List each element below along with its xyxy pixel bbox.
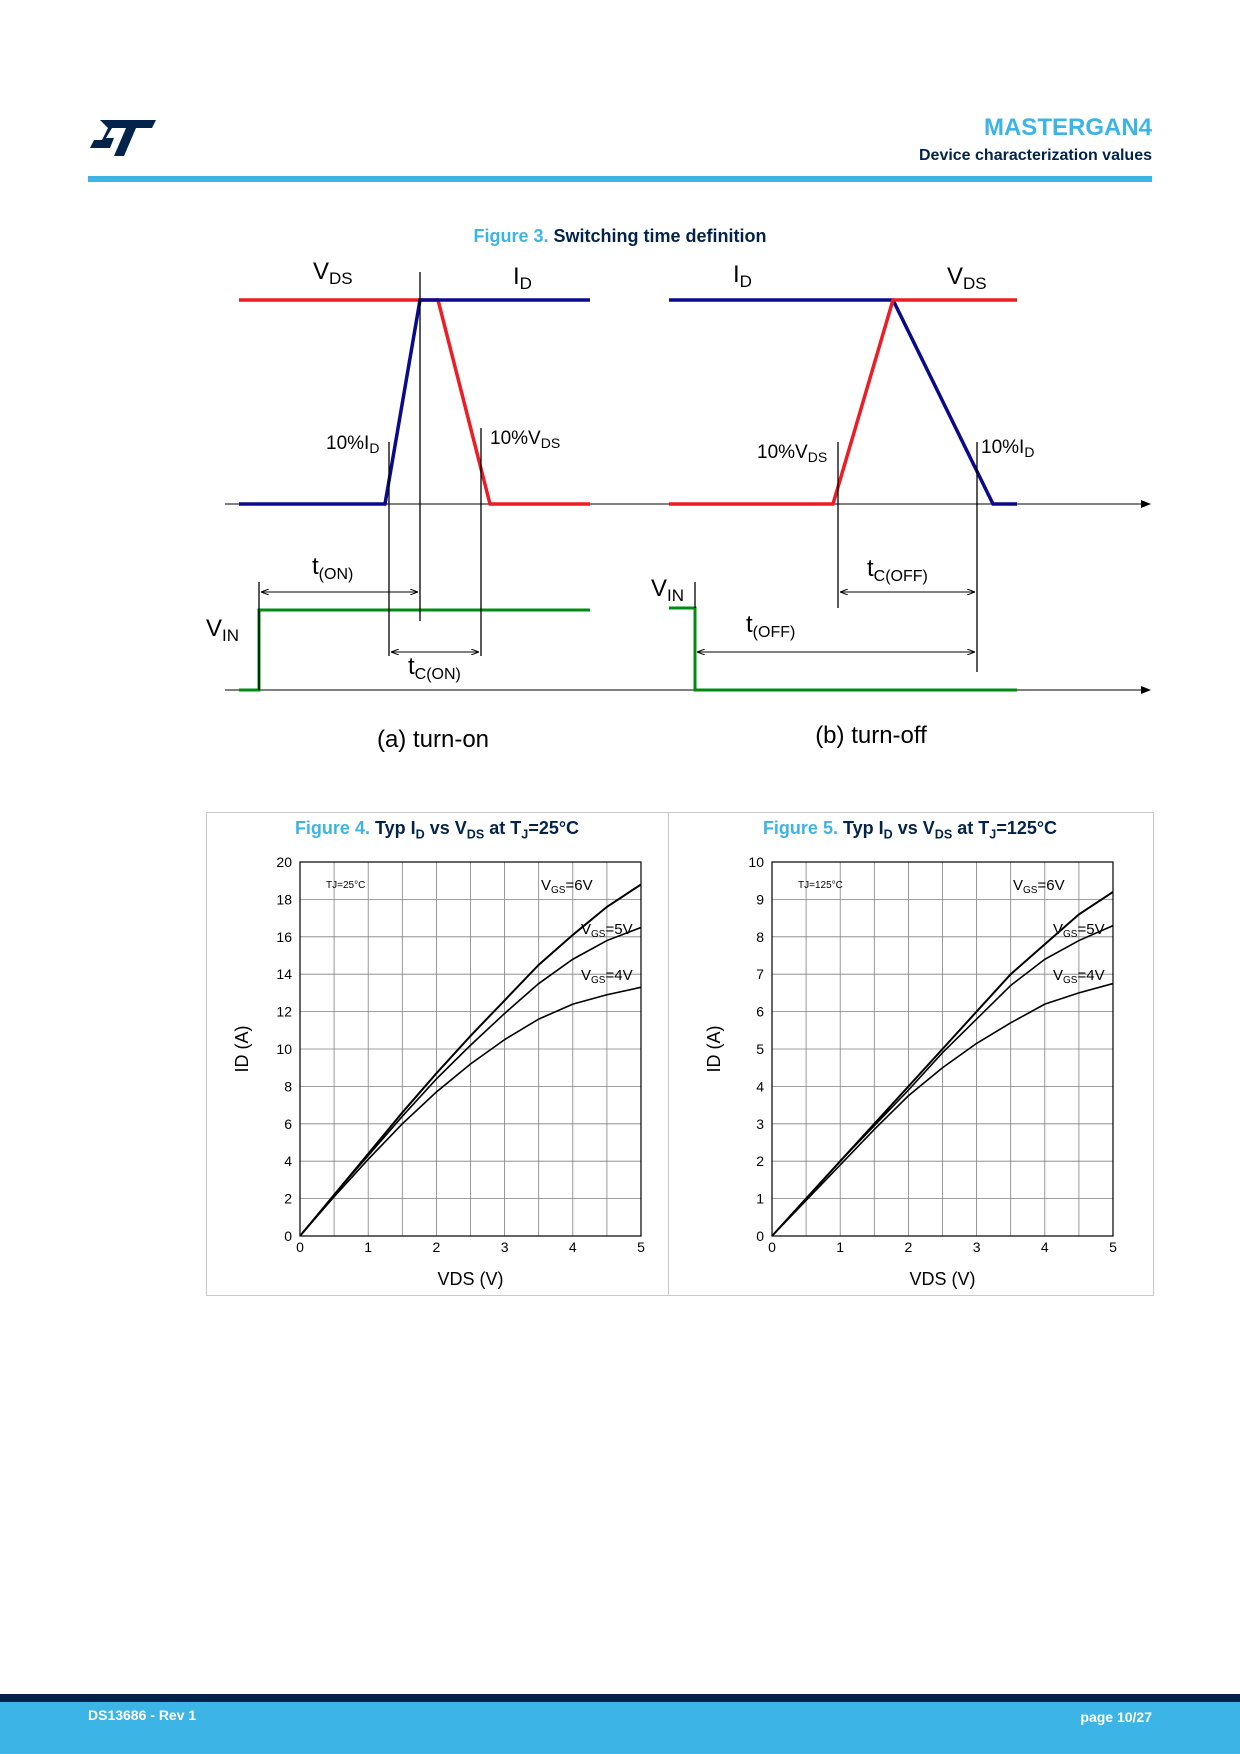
turn-off-vds-waveform bbox=[669, 300, 1017, 504]
label-10pct-id-off: $10\%I_D$ bbox=[981, 437, 1035, 460]
x-tick-label: 0 bbox=[768, 1239, 776, 1255]
y-tick-label: 2 bbox=[284, 1190, 292, 1207]
x-tick-label: 2 bbox=[432, 1239, 441, 1255]
label-turn-off: (b) turn-off bbox=[815, 722, 927, 749]
footer-page-number: page 10/27 bbox=[1080, 1709, 1152, 1725]
figure3-title: Switching time definition bbox=[553, 226, 767, 246]
figure3-number: Figure 3. bbox=[473, 226, 549, 246]
x-tick-label: 3 bbox=[500, 1239, 509, 1255]
label-turn-on: (a) turn-on bbox=[376, 726, 490, 753]
figure5-number: Figure 5. bbox=[762, 818, 838, 838]
y-tick-label: 2 bbox=[756, 1153, 764, 1170]
figure5-title: Typ $I_D$ vs $V_{DS}$ at $T_J=125^\circ C$ bbox=[842, 818, 1058, 842]
header-rule bbox=[88, 176, 1152, 182]
series-label: $V_{GS}=5V$ bbox=[1053, 921, 1105, 940]
y-tick-label: 8 bbox=[284, 1078, 292, 1095]
series-label: $V_{GS}=5V$ bbox=[581, 921, 633, 940]
series-label: $V_{GS}=4V$ bbox=[1053, 967, 1105, 986]
x-tick-label: 4 bbox=[568, 1239, 577, 1255]
label-vin-on: $V_{IN}$ bbox=[206, 615, 240, 645]
x-tick-label: 1 bbox=[364, 1239, 373, 1255]
y-tick-label: 20 bbox=[276, 854, 292, 870]
y-tick-label: 0 bbox=[756, 1228, 764, 1244]
y-tick-label: 6 bbox=[284, 1115, 292, 1132]
y-tick-label: 1 bbox=[756, 1190, 764, 1207]
y-tick-label: 12 bbox=[276, 1003, 292, 1020]
y-tick-label: 9 bbox=[756, 891, 764, 908]
document-title: MASTERGAN4 bbox=[983, 114, 1152, 141]
footer-doc-id: DS13686 - Rev 1 bbox=[88, 1707, 197, 1723]
x-tick-label: 4 bbox=[1040, 1239, 1049, 1255]
x-tick-label: 5 bbox=[637, 1239, 645, 1255]
label-10pct-id-on: $10\%I_D$ bbox=[326, 433, 380, 456]
temperature-annotation: TJ=25°C bbox=[326, 880, 366, 891]
label-vds-on: $V_{DS}$ bbox=[313, 258, 353, 288]
x-tick-label: 5 bbox=[1109, 1239, 1117, 1255]
x-axis-label: VDS (V) bbox=[437, 1269, 504, 1289]
y-axis-label: ID (A) bbox=[232, 1025, 252, 1073]
y-tick-label: 10 bbox=[748, 854, 764, 870]
label-id-on: $I_D$ bbox=[513, 263, 532, 293]
label-tc-off: $t_{C(OFF)}$ bbox=[867, 555, 928, 585]
y-tick-label: 16 bbox=[276, 928, 292, 945]
y-tick-label: 4 bbox=[284, 1153, 292, 1170]
figure4-chart bbox=[206, 846, 668, 1294]
x-axis-label: VDS (V) bbox=[909, 1269, 976, 1289]
section-title: Device characterization values bbox=[918, 147, 1152, 164]
label-id-off: $I_D$ bbox=[733, 261, 752, 291]
label-10pct-vds-on: $10\%V_{DS}$ bbox=[490, 428, 561, 451]
figure5-chart bbox=[668, 846, 1152, 1294]
label-vin-off: $V_{IN}$ bbox=[651, 575, 685, 605]
turn-off-vin-waveform bbox=[669, 608, 1017, 690]
y-tick-label: 3 bbox=[756, 1115, 764, 1132]
x-tick-label: 1 bbox=[836, 1239, 845, 1255]
label-vds-off: $V_{DS}$ bbox=[947, 263, 987, 293]
switching-time-diagram bbox=[200, 256, 1160, 756]
label-t-off: $t_{(OFF)}$ bbox=[746, 611, 796, 641]
y-tick-label: 14 bbox=[276, 966, 292, 983]
y-axis-label: ID (A) bbox=[704, 1025, 724, 1073]
label-tc-on: $t_{C(ON)}$ bbox=[408, 653, 461, 683]
temperature-annotation: TJ=125°C bbox=[798, 880, 843, 891]
series-label: $V_{GS}=4V$ bbox=[581, 967, 633, 986]
y-tick-label: 10 bbox=[276, 1041, 292, 1057]
turn-on-id-waveform bbox=[239, 300, 590, 504]
y-tick-label: 8 bbox=[756, 928, 764, 945]
st-logo bbox=[88, 118, 158, 158]
series-label: $V_{GS}=6V$ bbox=[541, 877, 593, 896]
label-t-on: $t_{(ON)}$ bbox=[312, 553, 354, 583]
x-tick-label: 3 bbox=[972, 1239, 981, 1255]
figure3-caption bbox=[0, 226, 1240, 247]
x-tick-label: 0 bbox=[296, 1239, 304, 1255]
figure4-caption bbox=[206, 818, 668, 842]
label-10pct-vds-off: $10\%V_{DS}$ bbox=[757, 442, 828, 465]
figure4-title: Typ $I_D$ vs $V_{DS}$ at $T_J=25^\circ C$ bbox=[374, 818, 580, 842]
series-label: $V_{GS}=6V$ bbox=[1013, 877, 1065, 896]
x-tick-label: 2 bbox=[904, 1239, 913, 1255]
y-tick-label: 7 bbox=[756, 966, 764, 983]
y-tick-label: 18 bbox=[276, 891, 292, 908]
figure4-number: Figure 4. bbox=[294, 818, 370, 838]
y-tick-label: 4 bbox=[756, 1078, 764, 1095]
y-tick-label: 6 bbox=[756, 1003, 764, 1020]
y-tick-label: 5 bbox=[756, 1041, 764, 1057]
y-tick-label: 0 bbox=[284, 1228, 292, 1244]
figure5-caption bbox=[668, 818, 1152, 842]
footer-rule bbox=[0, 1694, 1240, 1702]
